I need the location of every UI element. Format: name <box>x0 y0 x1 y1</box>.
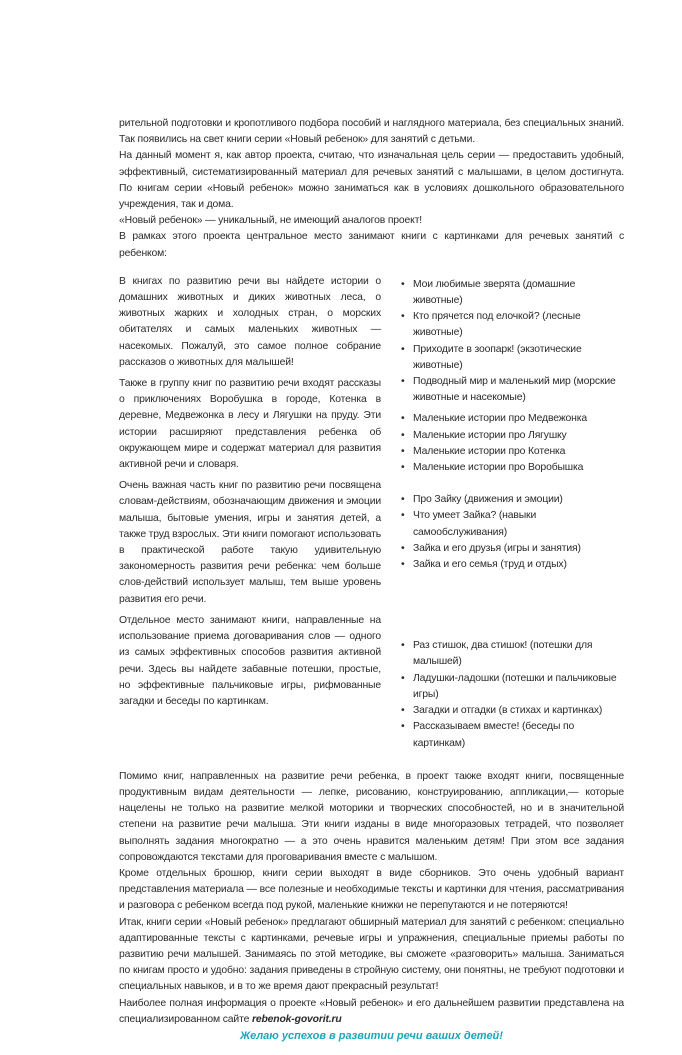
list-item: • Загадки и отгадки (в стихах и картинках) <box>401 703 624 719</box>
website-link[interactable]: rebenok-govorit.ru <box>251 1013 342 1025</box>
two-column-section <box>119 274 624 757</box>
closing-wish: Желаю успехов в развитии речи ваших детей! <box>240 1029 503 1042</box>
bottom-section <box>119 769 624 1044</box>
left-paragraph: Отдельное место занимают книги, направленные на использование приема договаривания слов — одного из самых эффективных способов развития активной речи. Здесь вы найдете забавные потешки, простые, но эффективные пальчиковые игры, рифмованные загадки и беседы по картинкам. <box>119 614 381 707</box>
intro-paragraph: «Новый ребенок» — уникальный, не имеющий аналогов проект! <box>119 215 423 227</box>
list-item: • Маленькие истории про Медвежонка <box>401 411 624 427</box>
book-list-rhymes <box>401 638 624 751</box>
list-item: • Что умеет Зайка? (навыки самообслуживания) <box>401 508 624 540</box>
closing-text: Наиболее полная информация о проекте «Новый ребенок» и его дальнейшем развитии представлена на специализированном сайте <box>119 997 624 1025</box>
closing-paragraph <box>119 996 624 1028</box>
list-item: • Рассказываем вместе! (беседы по картинкам) <box>401 719 624 751</box>
intro-paragraph: На данный момент я, как автор проекта, считаю, что изначальная цель серии — предоставить удобный, эффективный, систематизированный материал для речевых занятий с малышами, в целом достигнута. По книгам серии «Новый ребенок» можно заниматься как в условиях дошкольного образовательного учреждения, так и дома. <box>119 150 624 211</box>
list-item: • Маленькие истории про Воробышка <box>401 460 624 476</box>
list-item: • Приходите в зоопарк! (экзотические животные) <box>401 342 624 374</box>
list-item: • Ладушки-ладошки (потешки и пальчиковые игры) <box>401 671 624 703</box>
page-body <box>119 116 624 1055</box>
book-list-animals <box>401 277 624 407</box>
right-column <box>401 274 624 757</box>
left-column <box>119 274 381 757</box>
bottom-paragraph: Итак, книги серии «Новый ребенок» предлагают обширный материал для занятий с ребенком: специально адаптированные тексты с картинками, речевые игры и упражнения, специальные приемы работы по развитию речи малышей. Занимаясь по этой методике, вы сможете «разговорить» малыша. Заниматься по книгам просто и удобно: задания приведены в стройную систему, они понятны, не требуют подготовки и специальных навыков, и в то же время дают прекрасный результат! <box>119 916 624 993</box>
list-item: • Маленькие истории про Котенка <box>401 444 624 460</box>
list-item: • Раз стишок, два стишок! (потешки для малышей) <box>401 638 624 670</box>
list-item: • Подводный мир и маленький мир (морские животные и насекомые) <box>401 374 624 406</box>
list-item: • Зайка и его друзья (игры и занятия) <box>401 541 624 557</box>
list-item: • Про Зайку (движения и эмоции) <box>401 492 624 508</box>
list-item: • Маленькие истории про Лягушку <box>401 428 624 444</box>
bottom-paragraph: Кроме отдельных брошюр, книги серии выходят в виде сборников. Это очень удобный вариант представления материала — все полезные и необходимые тексты и картинки для чтения, рассматривания и разговора с ребенком всегда под рукой, маленькие книжки не перепутаются и не потеряются! <box>119 867 624 912</box>
list-item: • Кто прячется под елочкой? (лесные животные) <box>401 309 624 341</box>
list-item: • Мои любимые зверята (домашние животные) <box>401 277 624 309</box>
bottom-paragraph: Помимо книг, направленных на развитие речи ребенка, в проект также входят книги, посвященные продуктивным видам деятельности — лепке, рисованию, конструированию, аппликации,— которые нацелены не только на развитие мелкой моторики и творческих способностей, но и в значительной степени на развитие речи малыша. Эти книги изданы в виде многоразовых тетрадей, что позволяет выполнять задания многократно — а это очень нравится маленьким детям! При этом все задания сопровождаются текстами для проговаривания вместе с малышом. <box>119 770 624 863</box>
book-list-zaika <box>401 492 624 573</box>
list-item: • Зайка и его семья (труд и отдых) <box>401 557 624 573</box>
intro-paragraph: В рамках этого проекта центральное место занимают книги с картинками для речевых занятий с ребенком: <box>119 231 624 259</box>
intro-section <box>119 116 624 262</box>
intro-paragraph: рительной подготовки и кропотливого подбора пособий и наглядного материала, без специальных знаний. Так появились на свет книги серии «Новый ребенок» для занятий с детьми. <box>119 118 624 146</box>
left-paragraph: Очень важная часть книг по развитию речи посвящена словам-действиям, обозначающим движения и эмоции малыша, бытовые умения, игры и занятия детей, а также труд взрослых. Эти книги помогают использовать в практической работе такую удивительную закономерность развития речи ребенка: чем больше слов-действий использует малыш, тем выше уровень развития его речи. <box>119 480 381 605</box>
left-paragraph: В книгах по развитию речи вы найдете истории о домашних животных и диких животных леса, о животных жарких и холодных стран, о морских обитателях и самых маленьких животных — насекомых. Пожалуй, это самое полное собрание рассказов о животных для малышей! <box>119 275 381 368</box>
left-paragraph: Также в группу книг по развитию речи входят рассказы о приключениях Воробушка в городе, Котенка в деревне, Медвежонка в лесу и Лягушки на пруду. Эти истории расширяют представления ребенка об окружающем мире и содержат материал для развития активной речи и словаря. <box>119 378 381 471</box>
book-list-stories <box>401 411 624 476</box>
